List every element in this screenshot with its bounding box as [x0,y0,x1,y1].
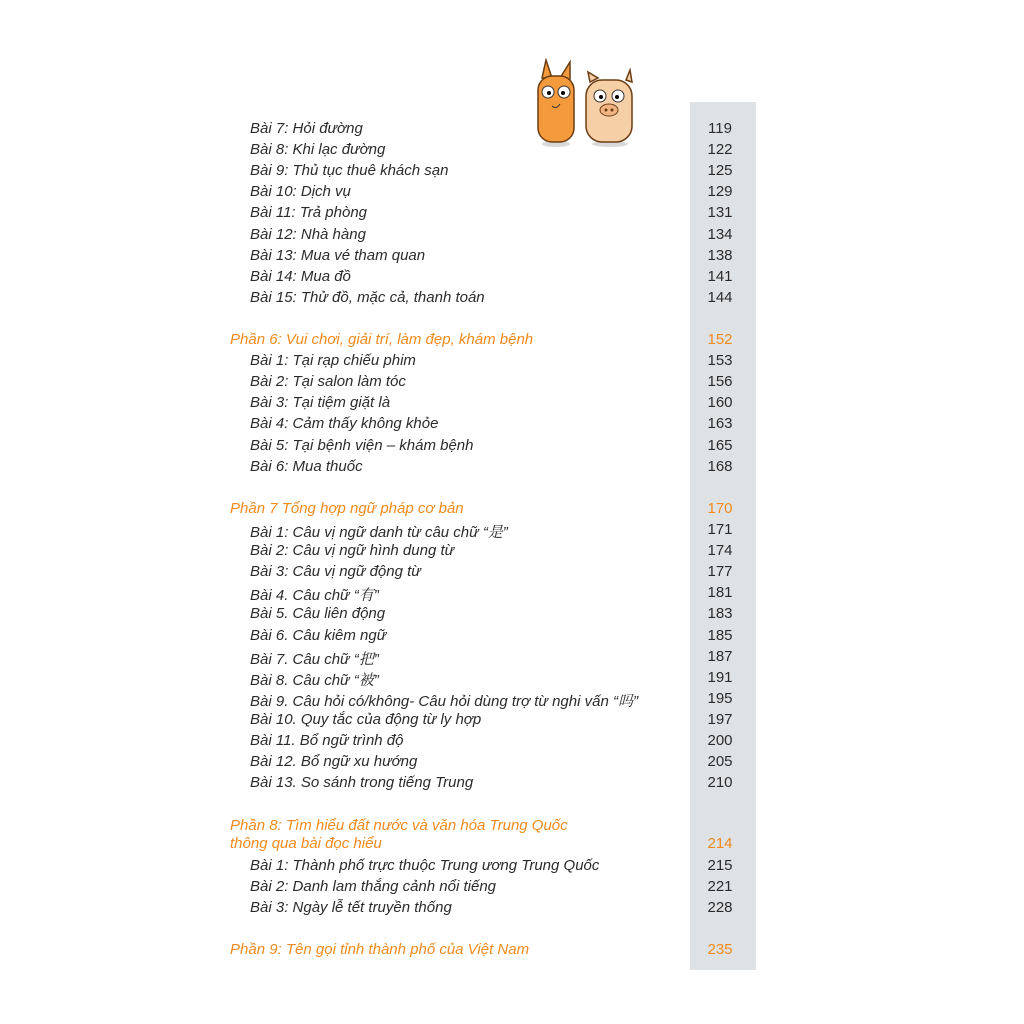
entry-title: Bài 13: Mua vé tham quan [250,247,426,264]
entry-page: 177 [707,563,733,580]
pig-icon [586,70,632,147]
entry-title: Bài 13. So sánh trong tiếng Trung [250,774,474,791]
entry-title: Bài 14: Mua đồ [250,268,351,285]
entry-page: 195 [707,690,733,707]
entry-page: 129 [707,183,733,200]
entry-title: Bài 1: Tại rạp chiếu phim [250,352,416,369]
entry-page: 122 [707,141,733,158]
entry-page: 221 [707,878,733,895]
entry-title: Bài 5. Câu liên động [250,605,386,622]
section-page: 152 [707,331,733,348]
entry-title: Bài 9: Thủ tục thuê khách sạn [250,162,449,179]
section-page: 170 [707,500,733,517]
entry-page: 160 [707,394,733,411]
entry-page: 163 [707,415,733,432]
entry-title: Bài 1: Câu vị ngữ danh từ câu chữ “是” [250,524,508,541]
entry-page: 153 [707,352,733,369]
rabbit-icon [538,60,574,147]
entry-title: Bài 7. Câu chữ “把” [250,651,379,668]
entry-title: Bài 2: Câu vị ngữ hình dung từ [250,542,455,559]
entry-title: Bài 3: Câu vị ngữ động từ [250,563,421,580]
section-page: 235 [707,941,733,958]
section-title: Phần 6: Vui chơi, giải trí, làm đẹp, khám bệnh [230,331,534,348]
entry-page: 197 [707,711,733,728]
section-title-line2: thông qua bài đọc hiểu [230,835,382,852]
entry-page: 205 [707,753,733,770]
entry-title: Bài 5: Tại bệnh viện – khám bệnh [250,437,474,454]
entry-title: Bài 3: Tại tiệm giặt là [250,394,391,411]
section-title: Phần 7 Tổng hợp ngữ pháp cơ bản [230,500,464,517]
entry-page: 165 [707,437,733,454]
entry-page: 185 [707,627,733,644]
entry-page: 171 [707,521,733,538]
entry-title: Bài 6. Câu kiêm ngữ [250,627,387,644]
entry-page: 191 [707,669,733,686]
entry-page: 228 [707,899,733,916]
entry-title: Bài 7: Hỏi đường [250,120,363,137]
section-page: 214 [707,835,733,852]
entry-title: Bài 3: Ngày lễ tết truyền thống [250,899,452,916]
entry-page: 174 [707,542,733,559]
entry-title: Bài 15: Thử đồ, mặc cả, thanh toán [250,289,485,306]
entry-title: Bài 1: Thành phố trực thuộc Trung ương Trung Quốc [250,857,600,874]
entry-title: Bài 12: Nhà hàng [250,226,366,243]
entry-title: Bài 11: Trả phòng [250,204,368,221]
entry-page: 200 [707,732,733,749]
entry-page: 119 [708,120,732,137]
section-title: Phần 9: Tên gọi tỉnh thành phố của Việt Nam [230,941,530,958]
section-title: Phần 8: Tìm hiểu đất nước và văn hóa Trung Quốc [230,817,568,834]
entry-title: Bài 6: Mua thuốc [250,458,363,475]
entry-title: Bài 2: Tại salon làm tóc [250,373,406,390]
entry-page: 131 [707,204,733,221]
entry-title: Bài 11. Bổ ngữ trình độ [250,732,404,749]
entry-page: 144 [707,289,733,306]
entry-page: 187 [707,648,733,665]
entry-page: 181 [707,584,733,601]
entry-title: Bài 2: Danh lam thắng cảnh nổi tiếng [250,878,496,895]
entry-page: 134 [707,226,733,243]
entry-page: 156 [707,373,733,390]
entry-title: Bài 10: Dịch vụ [250,183,351,200]
entry-page: 183 [707,605,733,622]
entry-page: 168 [707,458,733,475]
mascot-illustration [530,58,640,150]
entry-page: 141 [707,268,733,285]
entry-title: Bài 8: Khi lạc đường [250,141,386,158]
entry-title: Bài 10. Quy tắc của động từ ly hợp [250,711,482,728]
entry-title: Bài 9. Câu hỏi có/không- Câu hỏi dùng trợ từ nghi vấn “吗” [250,693,638,710]
entry-title: Bài 4: Cảm thấy không khỏe [250,415,439,432]
entry-title: Bài 4. Câu chữ “有” [250,587,379,604]
entry-title: Bài 12. Bổ ngữ xu hướng [250,753,418,770]
entry-page: 125 [707,162,733,179]
entry-page: 210 [707,774,733,791]
entry-page: 215 [707,857,733,874]
entry-title: Bài 8. Câu chữ “被” [250,672,379,689]
entry-page: 138 [707,247,733,264]
